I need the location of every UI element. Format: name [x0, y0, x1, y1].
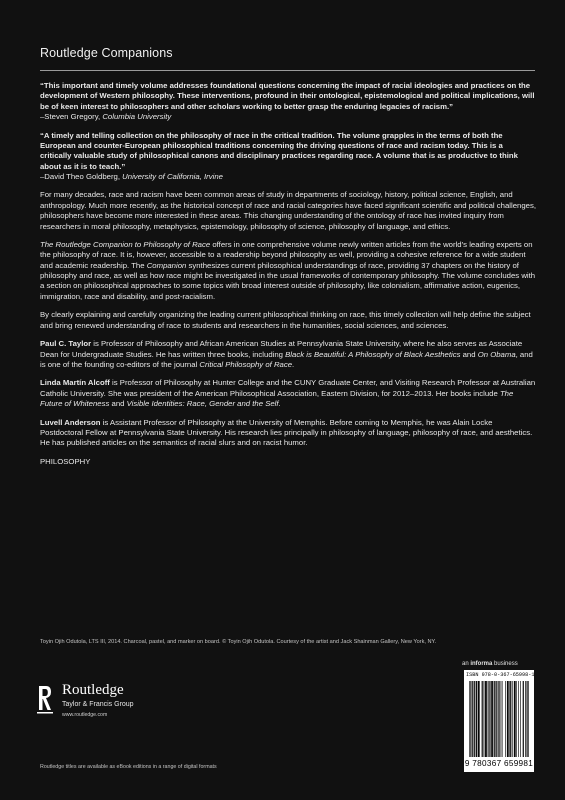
- barcode-bar: [472, 681, 473, 757]
- informa-prefix: an: [462, 661, 471, 667]
- editor-bio-alcoff: [40, 378, 536, 409]
- barcode-bar: [494, 681, 495, 757]
- barcode-bar: [525, 681, 526, 757]
- subject-category: PHILOSOPHY: [40, 456, 91, 466]
- endorsement-1-affiliation: Columbia University: [102, 112, 172, 122]
- editor-bio-taylor: [40, 339, 536, 370]
- barcode-bar: [499, 681, 500, 757]
- barcode-bar: [514, 681, 515, 757]
- informa-suffix: business: [492, 661, 518, 667]
- barcode-bar: [523, 681, 524, 757]
- barcode-bar: [484, 681, 485, 757]
- isbn-barcode: [464, 670, 534, 772]
- informa-brand: informa: [470, 661, 493, 667]
- description-2-part-a: offers in one comprehensive volume newly written articles from the world’s leading experts on the philosophy of race. It is, however, accessible to a readership beyond philosophy as well, providing a cohesive reference for a wide student and academic readership. The: [40, 240, 533, 270]
- publisher-group: Taylor & Francis Group: [62, 701, 134, 708]
- barcode-bar: [489, 681, 490, 757]
- description-paragraph-2: [40, 240, 536, 302]
- barcode-bar: [508, 681, 509, 757]
- barcode-bar: [495, 681, 496, 757]
- barcode-bar: [507, 681, 508, 757]
- barcode-bar: [520, 681, 521, 757]
- barcode-bar: [492, 681, 493, 757]
- endorsement-1-attribution: [40, 112, 171, 121]
- barcode-bar: [497, 681, 498, 757]
- description-2-part-b: synthesizes current philosophical understandings of race, providing 37 chapters on the history of philosophy and race, as well as how race might be investigated in the usual frameworks of contemporary philosophy. The volume concludes with a section on philosophical approaches to some topics with broad interest outside of philosophy, like colonialism, affirmative action, eugenics, immigration, race and disability, and post-racialism.: [40, 260, 536, 301]
- description-paragraph-1: For many decades, race and racism have been common areas of study in departments of sociology, history, political science, English, and anthropology. Much more recently, as the historical concept of race and racial categories have faced significant scientific and political challenges, philosophers have become more interested in these areas. This changing understanding of the ontology of race has invited inquiry from researchers in moral philosophy, metaphysics, epistemology, philosophy of science, philosophy of language, and ethics.: [40, 190, 536, 231]
- isbn-text: ISBN 978-0-367-65998-1: [466, 672, 535, 678]
- description-paragraph-3: By clearly explaining and carefully organizing the leading current philosophical thinking on race, this timely collection will help define the subject and bring renewed understanding of race to students and researchers in the humanities, social sciences, and sciences.: [40, 310, 531, 330]
- barcode-bar: [516, 681, 517, 757]
- editor-bio-anderson: [40, 418, 536, 449]
- barcode-bar: [510, 681, 511, 757]
- endorsement-1-text: “This important and timely volume addresses foundational questions concerning the impact of racial ideologies and practices on the development of Western philosophy. These interventions, profound in their ontological, epistemological and political implications, will be of keen interest to philosophers and other scholars working to better grasp the enduring legacies of racism.”: [40, 81, 535, 111]
- endorsement-2-text: “A timely and telling collection on the philosophy of race in the critical tradition. The volume grapples in the terms of both the European and counter-European philosophical traditions concerning the driving questions of race and racism today. This is a critically valuable study of philosophical canons and disciplinary practices regarding race. A volume that is as productive to think about as it is to teach.”: [40, 130, 518, 171]
- barcode-bar: [482, 681, 483, 757]
- barcode-bar: [474, 681, 475, 757]
- bio1-book2: On Obama: [477, 349, 516, 359]
- barcode-bar: [475, 681, 476, 757]
- barcode-bar: [492, 681, 493, 757]
- isbn-digits: 9 780367 659981: [464, 759, 534, 768]
- endorsement-2-affiliation: University of California, Irvine: [122, 171, 223, 181]
- barcode-bar: [526, 681, 527, 757]
- barcode-bar: [478, 681, 479, 757]
- barcode-bar: [470, 681, 471, 757]
- barcode-bar: [501, 681, 502, 757]
- barcode-bar: [486, 681, 487, 757]
- bio2-part-a: is Professor of Philosophy at Hunter College and the CUNY Graduate Center, and Visiting Research Professor at Australian Catholic University. She was president of the American Philosophical Association, Eastern Division, for 2012–2013. Her books include: [40, 378, 536, 398]
- informa-business-tag: [462, 661, 518, 667]
- barcode-bar: [511, 681, 512, 757]
- bio3-part-a: is Assistant Professor of Philosophy at the University of Memphis. Before coming to Memphis, he was Alain Locke Postdoctoral Fellow at Pennsylvania State University. His research lies principally in philosophy of language, philosophy of race, and aesthetics. He has published articles on the semantics of racial slurs and on racist humor.: [40, 417, 533, 448]
- endorsement-2-attribution: [40, 172, 223, 181]
- barcode-bar: [508, 681, 509, 757]
- barcode-bar: [479, 681, 480, 757]
- barcode-bar: [509, 681, 510, 757]
- barcode-bar: [514, 681, 515, 757]
- publisher-name: Routledge: [62, 682, 124, 698]
- routledge-r-logo-icon: [36, 682, 54, 716]
- barcode-bar: [469, 681, 470, 757]
- publisher-url: www.routledge.com: [62, 712, 108, 718]
- back-cover-text: [40, 81, 536, 475]
- barcode-bar: [494, 681, 495, 757]
- barcode-bar: [527, 681, 528, 757]
- endorsement-1-author: –Steven Gregory,: [40, 112, 103, 122]
- routledge-logo: [36, 682, 156, 722]
- barcode-bar: [512, 681, 513, 757]
- endorsement-1: [40, 81, 536, 122]
- bio1-part-a: is Professor of Philosophy and African American Studies at Pennsylvania State University, where he also serves as Associate Dean for Undergraduate Studies. He has written three books, including: [40, 339, 523, 359]
- endorsement-2: [40, 131, 536, 183]
- barcode-bar: [478, 681, 479, 757]
- barcode-bar: [515, 681, 516, 757]
- cover-image-credit: Toyin Ojih Odutola, LTS III, 2014. Charcoal, pastel, and marker on board. © Toyin Ojih Odutola. Courtesy of the artist and Jack Shainman Gallery, New York, NY.: [40, 639, 437, 645]
- bio2-part-c: .: [278, 399, 281, 409]
- bio1-journal: Critical Philosophy of Race: [199, 359, 293, 369]
- endorsement-2-author: –David Theo Goldberg,: [40, 171, 123, 181]
- barcode-bar: [498, 681, 499, 757]
- barcode-bar: [505, 681, 506, 757]
- barcode-bar: [472, 681, 473, 757]
- companion-word: Companion: [146, 260, 187, 270]
- barcode-bar: [473, 681, 474, 757]
- barcode-bar: [482, 681, 483, 757]
- barcode-bars: [469, 681, 529, 757]
- header-rule: [40, 70, 535, 71]
- bio1-part-b: and: [460, 349, 478, 359]
- barcode-bar: [502, 681, 503, 757]
- barcode-bar: [477, 681, 478, 757]
- series-title: Routledge Companions: [40, 46, 173, 60]
- book-title: The Routledge Companion to Philosophy of Race: [40, 240, 211, 250]
- ebook-note: Routledge titles are available as eBook editions in a range of digital formats: [40, 764, 217, 770]
- editor-name-anderson: Luvell Anderson: [40, 417, 101, 427]
- bio2-book1: The Future of Whiteness: [40, 388, 514, 409]
- editor-name-alcoff: Linda Martín Alcoff: [40, 378, 110, 388]
- barcode-bar: [485, 681, 486, 757]
- bio1-book1: Black is Beautiful: A Philosophy of Black Aesthetics: [285, 349, 461, 359]
- barcode-bar: [490, 681, 491, 757]
- barcode-bar: [488, 681, 489, 757]
- bio1-part-d: .: [292, 359, 295, 369]
- barcode-bar: [485, 681, 486, 757]
- barcode-bar: [523, 681, 524, 757]
- barcode-bar: [476, 681, 477, 757]
- barcode-bar: [496, 681, 497, 757]
- bio2-part-b: and: [109, 399, 127, 409]
- barcode-bar: [491, 681, 492, 757]
- bio2-book2: Visible Identities: Race, Gender and the Self: [126, 399, 279, 409]
- barcode-bar: [528, 681, 529, 757]
- barcode-bar: [518, 681, 519, 757]
- barcode-bar: [487, 681, 488, 757]
- editor-name-taylor: Paul C. Taylor: [40, 339, 92, 349]
- bio1-part-c: , and is one of the founding co-editors of the journal: [40, 349, 533, 369]
